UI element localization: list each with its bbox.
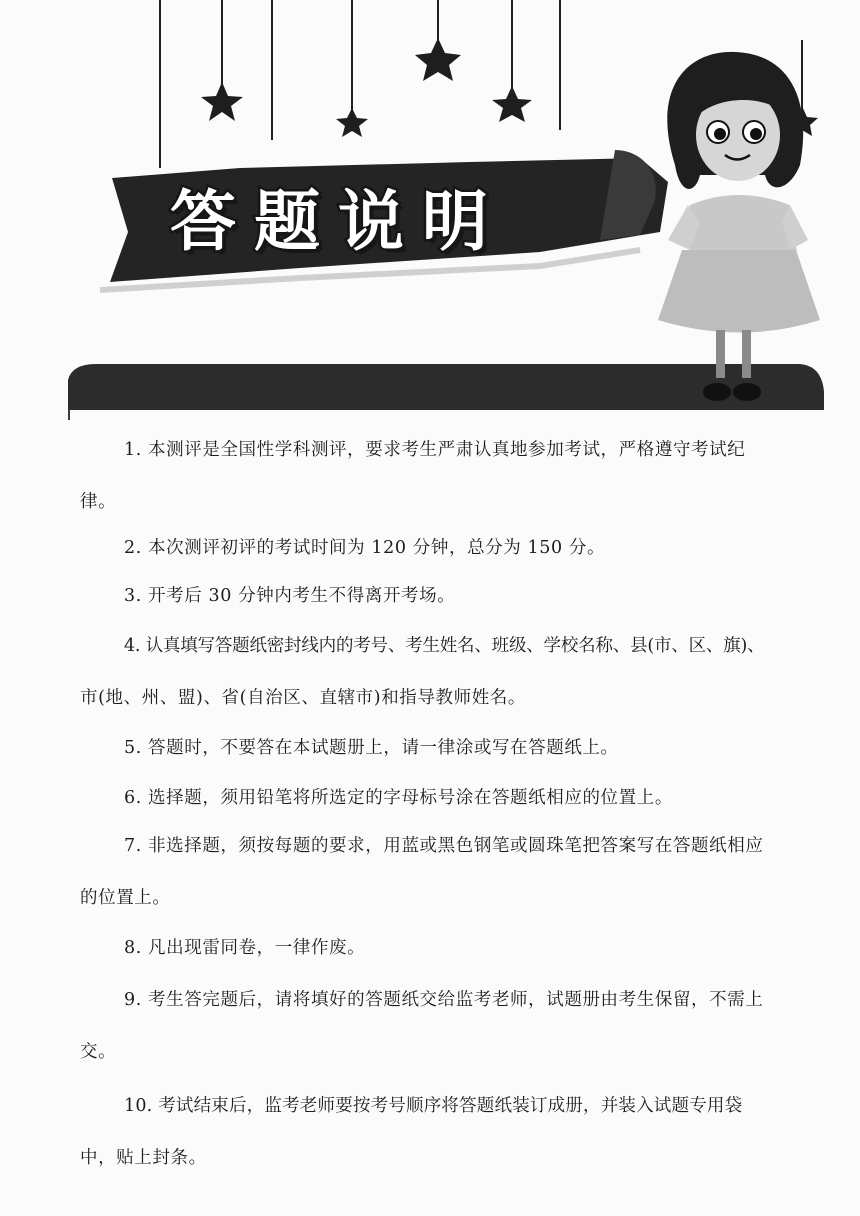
instruction-line: 4. 认真填写答题纸密封线内的考号、考生姓名、班级、学校名称、县(市、区、旗)、 — [124, 636, 765, 656]
instruction-item — [80, 620, 820, 724]
instruction-item — [80, 1080, 820, 1184]
instruction-item — [80, 424, 820, 528]
instruction-item — [80, 570, 820, 622]
star-icon — [336, 108, 368, 137]
instruction-item — [80, 522, 820, 574]
star-icon — [492, 86, 532, 122]
instruction-line: 的位置上。 — [80, 888, 171, 908]
header-banner — [0, 0, 860, 420]
instruction-item — [80, 974, 820, 1078]
instruction-line: 9. 考生答完题后，请将填好的答题纸交给监考老师，试题册由考生保留，不需上 — [124, 990, 764, 1010]
instruction-line: 2. 本次测评初评的考试时间为 120 分钟，总分为 150 分。 — [124, 538, 606, 558]
star-icon — [415, 38, 461, 81]
instruction-line: 律。 — [80, 492, 117, 512]
instruction-item — [80, 722, 820, 774]
instruction-line: 交。 — [80, 1042, 117, 1062]
instruction-line: 6. 选择题，须用铅笔将所选定的字母标号涂在答题纸相应的位置上。 — [124, 788, 673, 808]
page-title: 答题说明 — [170, 183, 506, 260]
instruction-line: 市(地、州、盟)、省(自治区、直辖市)和指导教师姓名。 — [80, 688, 527, 708]
instruction-line: 7. 非选择题，须按每题的要求，用蓝或黑色钢笔或圆珠笔把答案写在答题纸相应 — [124, 836, 764, 856]
instruction-item — [80, 820, 820, 924]
girl-illustration — [658, 52, 820, 401]
instruction-line: 5. 答题时，不要答在本试题册上，请一律涂或写在答题纸上。 — [124, 738, 619, 758]
instruction-line: 10. 考试结束后，监考老师要按考号顺序将答题纸装订成册，并装入试题专用袋 — [124, 1096, 743, 1116]
instruction-item — [80, 772, 820, 824]
instruction-line: 8. 凡出现雷同卷，一律作废。 — [124, 938, 366, 958]
instruction-line: 3. 开考后 30 分钟内考生不得离开考场。 — [124, 586, 456, 606]
star-icon — [201, 82, 243, 121]
instruction-line: 中，贴上封条。 — [80, 1148, 207, 1168]
instruction-line: 1. 本测评是全国性学科测评，要求考生严肃认真地参加考试，严格遵守考试纪 — [124, 440, 746, 460]
instruction-item — [80, 922, 820, 974]
instructions-panel — [68, 412, 828, 1216]
